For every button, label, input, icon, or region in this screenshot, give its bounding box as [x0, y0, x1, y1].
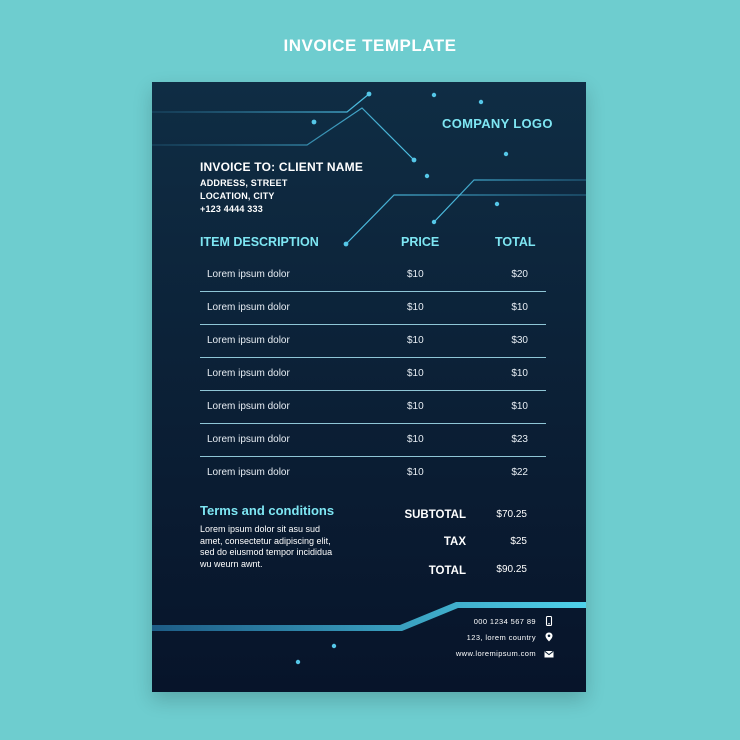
item-total: $20 — [511, 269, 528, 280]
item-total: $22 — [511, 467, 528, 478]
item-price: $10 — [407, 335, 424, 346]
item-description: Lorem ipsum dolor — [207, 302, 290, 313]
item-table — [200, 259, 546, 489]
subtotal-label: SUBTOTAL — [404, 509, 466, 521]
subtotal-value: $70.25 — [496, 509, 527, 520]
item-price: $10 — [407, 302, 424, 313]
client-phone: +123 4444 333 — [200, 204, 263, 214]
item-price: $10 — [407, 467, 424, 478]
tax-value: $25 — [510, 536, 527, 547]
location-pin-icon — [544, 632, 554, 642]
table-row — [200, 457, 546, 489]
column-header-description: ITEM DESCRIPTION — [200, 235, 319, 249]
table-row — [200, 325, 546, 358]
tax-label: TAX — [443, 536, 466, 548]
client-info — [200, 160, 363, 216]
client-address: ADDRESS, STREET — [200, 178, 288, 188]
item-price: $10 — [407, 434, 424, 445]
contact-address: 123, lorem country — [466, 633, 536, 642]
table-row — [200, 292, 546, 325]
item-total: $30 — [511, 335, 528, 346]
terms-body: Lorem ipsum dolor sit asu sud amet, consectetur adipiscing elit, sed do eiusmod tempor incididua wu weurn awnt. — [200, 524, 333, 569]
item-price: $10 — [407, 269, 424, 280]
item-description: Lorem ipsum dolor — [207, 335, 290, 346]
table-row — [200, 424, 546, 457]
phone-icon — [544, 616, 554, 626]
company-logo: COMPANY LOGO — [442, 116, 553, 131]
item-price: $10 — [407, 368, 424, 379]
terms-title: Terms and conditions — [200, 503, 335, 518]
client-name: INVOICE TO: CLIENT NAME — [200, 160, 364, 174]
item-total: $10 — [511, 401, 528, 412]
page-heading: INVOICE TEMPLATE — [283, 36, 457, 55]
item-description: Lorem ipsum dolor — [207, 467, 290, 478]
total-value: $90.25 — [496, 564, 527, 575]
table-row — [200, 391, 546, 424]
mail-icon — [544, 649, 554, 659]
item-description: Lorem ipsum dolor — [207, 269, 290, 280]
total-label: TOTAL — [428, 565, 466, 577]
invoice-sheet — [152, 82, 586, 692]
item-total: $10 — [511, 368, 528, 379]
contact-website: www.loremipsum.com — [455, 649, 536, 658]
item-description: Lorem ipsum dolor — [207, 401, 290, 412]
column-header-price: PRICE — [401, 235, 440, 249]
contact-phone: 000 1234 567 89 — [473, 617, 536, 626]
item-price: $10 — [407, 401, 424, 412]
table-row — [200, 259, 546, 292]
item-description: Lorem ipsum dolor — [207, 434, 290, 445]
item-total: $10 — [511, 302, 528, 313]
client-location: LOCATION, CITY — [200, 191, 275, 201]
column-header-total: TOTAL — [495, 235, 536, 249]
item-total: $23 — [511, 434, 528, 445]
table-row — [200, 358, 546, 391]
item-description: Lorem ipsum dolor — [207, 368, 290, 379]
